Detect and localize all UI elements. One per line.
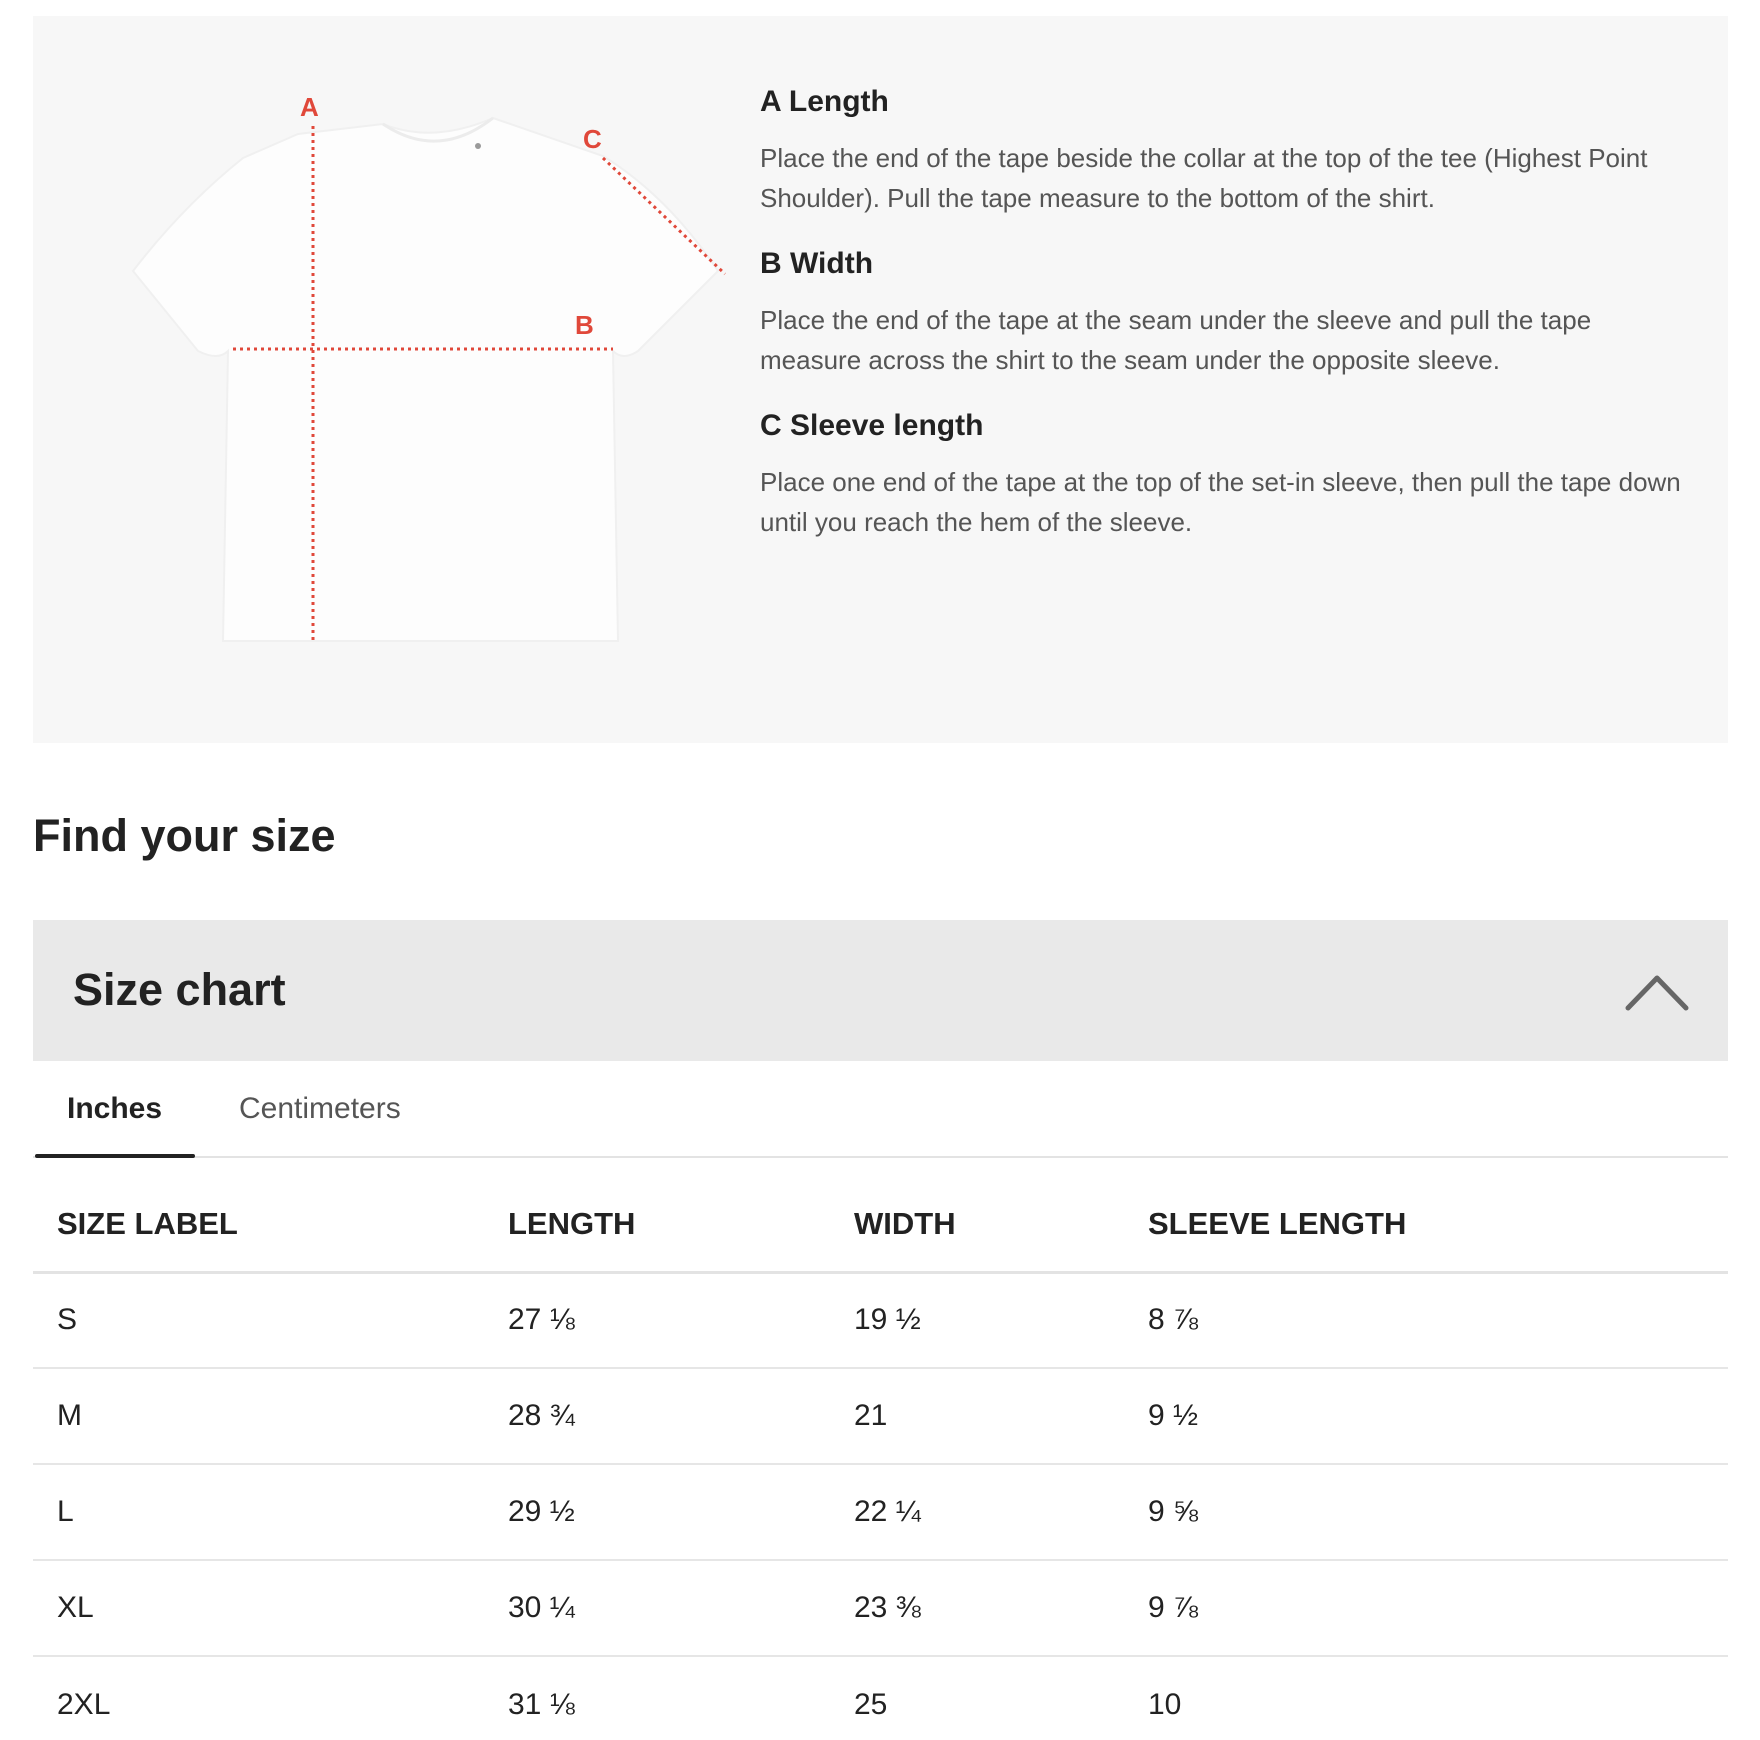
tshirt-shape — [133, 118, 718, 641]
cell-length: 27 ⅛ — [508, 1272, 854, 1368]
measurement-guide-panel — [33, 16, 1728, 743]
tab-inches[interactable]: Inches — [67, 1092, 163, 1125]
tshirt-measurement-diagram — [93, 66, 743, 686]
length-instruction — [760, 84, 1690, 218]
label-b: B — [575, 310, 594, 340]
length-description: Place the end of the tape beside the collar at the top of the tee (Highest Point Shoulder). Pull the tape measure to the bottom of the shirt. — [760, 143, 1648, 213]
cell-width: 21 — [854, 1368, 1148, 1464]
size-chart-table — [33, 1158, 1728, 1740]
table-row — [33, 1368, 1728, 1464]
table-row — [33, 1464, 1728, 1560]
tab-centimeters[interactable]: Centimeters — [239, 1092, 401, 1125]
cell-width: 23 ⅜ — [854, 1560, 1148, 1656]
label-a: A — [300, 92, 319, 122]
chevron-up-icon[interactable] — [1624, 970, 1690, 1014]
cell-width: 25 — [854, 1687, 888, 1721]
column-header-length: LENGTH — [508, 1158, 854, 1272]
cell-sleeve-length: 10 — [1148, 1687, 1182, 1721]
column-header-width: WIDTH — [854, 1158, 1148, 1272]
cell-sleeve-length: 8 ⅞ — [1148, 1272, 1728, 1368]
cell-length: 29 ½ — [508, 1464, 854, 1560]
cell-sleeve-length: 9 ⅝ — [1148, 1464, 1728, 1560]
find-your-size-heading: Find your size — [33, 810, 336, 861]
width-instruction — [760, 246, 1690, 380]
cell-length: 28 ¾ — [508, 1368, 854, 1464]
cell-size: 2XL — [57, 1687, 111, 1721]
tshirt-tag — [475, 143, 481, 149]
cell-size: S — [33, 1272, 508, 1368]
size-chart-title: Size chart — [73, 964, 286, 1015]
cell-length: 31 ⅛ — [508, 1687, 575, 1721]
tshirt-diagram-svg — [93, 66, 743, 686]
cell-size: XL — [33, 1560, 508, 1656]
width-description: Place the end of the tape at the seam under the sleeve and pull the tape measure across the shirt to the seam under the opposite sleeve. — [760, 305, 1592, 375]
cell-width: 19 ½ — [854, 1272, 1148, 1368]
measurement-instructions — [760, 84, 1690, 570]
table-row — [33, 1272, 1728, 1368]
cell-length: 30 ¼ — [508, 1560, 854, 1656]
size-chart-accordion-toggle[interactable] — [33, 920, 1728, 1061]
sleeve-instruction — [760, 408, 1690, 542]
cell-width: 22 ¼ — [854, 1464, 1148, 1560]
cell-size: M — [33, 1368, 508, 1464]
cell-sleeve-length: 9 ⅞ — [1148, 1560, 1728, 1656]
sleeve-description: Place one end of the tape at the top of the set-in sleeve, then pull the tape down until you reach the hem of the sleeve. — [760, 467, 1681, 537]
width-heading: B Width — [760, 247, 874, 280]
cell-size: L — [33, 1464, 508, 1560]
table-row — [33, 1560, 1728, 1656]
label-c: C — [583, 124, 602, 154]
column-header-size-label: SIZE LABEL — [33, 1158, 508, 1272]
unit-tabs — [33, 1061, 1728, 1158]
table-row — [33, 1656, 1728, 1740]
length-heading: A Length — [760, 85, 889, 118]
table-header-row — [33, 1158, 1728, 1272]
sleeve-heading: C Sleeve length — [760, 409, 984, 442]
column-header-sleeve-length: SLEEVE LENGTH — [1148, 1158, 1728, 1272]
cell-sleeve-length: 9 ½ — [1148, 1368, 1728, 1464]
